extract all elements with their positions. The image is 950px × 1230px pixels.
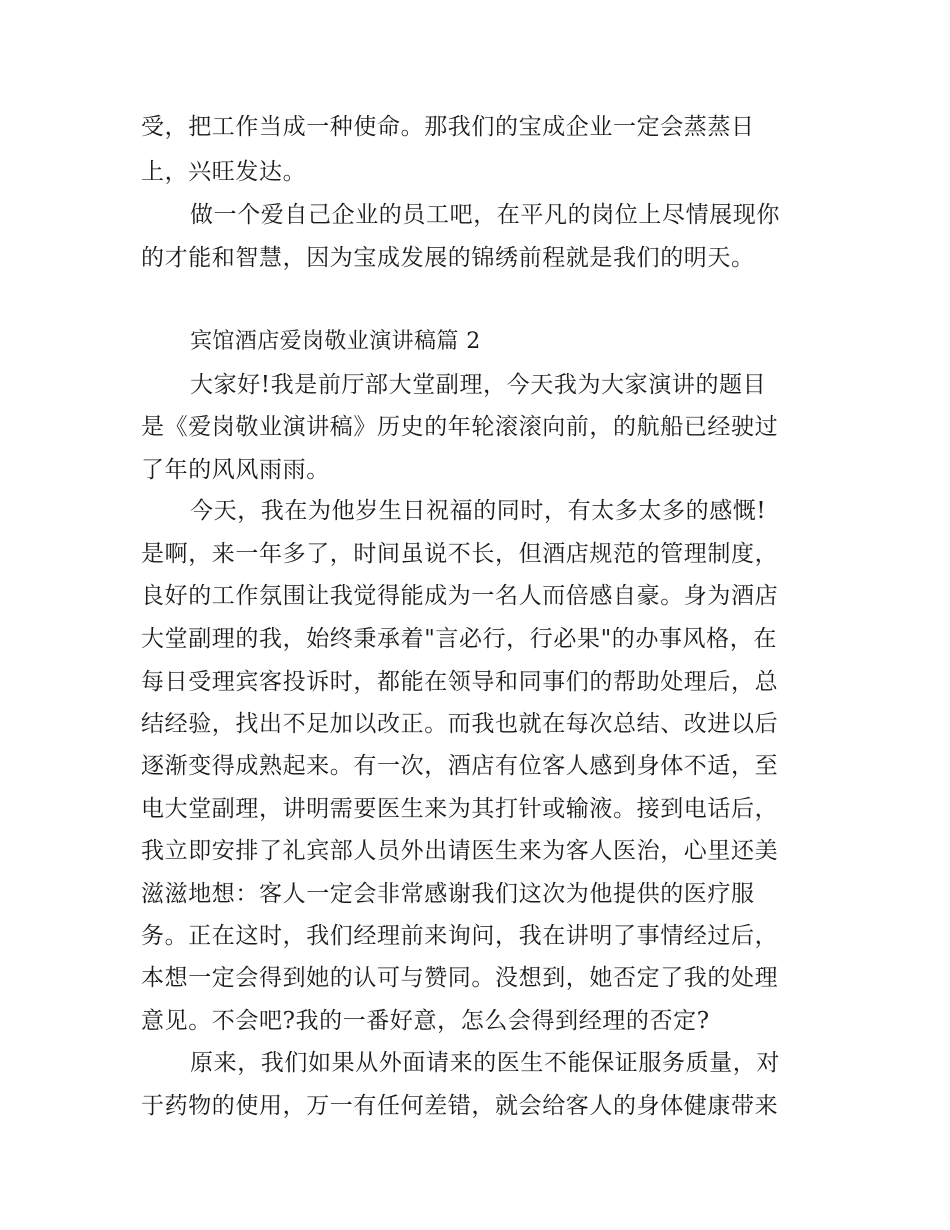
text-line: 良好的工作氛围让我觉得能成为一名人而倍感自豪。身为酒店 xyxy=(141,583,779,609)
text-line: 大家好!我是前厅部大堂副理，今天我为大家演讲的题目 xyxy=(190,372,767,398)
text-line: 是啊，来一年多了，时间虽说不长，但酒店规范的管理制度， xyxy=(141,541,779,567)
text-line: 本想一定会得到她的认可与赞同。没想到，她否定了我的处理 xyxy=(141,965,779,991)
text-line: 原来，我们如果从外面请来的医生不能保证服务质量，对 xyxy=(190,1050,780,1076)
text-line: 逐渐变得成熟起来。有一次，酒店有位客人感到身体不适，至 xyxy=(141,753,779,779)
text-line: 了年的风风雨雨。 xyxy=(141,457,330,483)
text-line: 每日受理宾客投诉时，都能在领导和同事们的帮助处理后，总 xyxy=(141,669,779,695)
text-line: 滋滋地想：客人一定会非常感谢我们这次为他提供的医疗服 xyxy=(141,881,755,907)
text-line: 意见。不会吧?我的一番好意，怎么会得到经理的否定? xyxy=(141,1008,710,1034)
text-line: 的才能和智慧，因为宝成发展的锦绣前程就是我们的明天。 xyxy=(141,245,755,271)
text-line: 大堂副理的我，始终秉承着"言必行，行必果"的办事风格，在 xyxy=(141,626,777,652)
text-line: 今天，我在为他岁生日祝福的同时，有太多太多的感慨! xyxy=(190,498,767,524)
text-line: 做一个爱自己企业的员工吧，在平凡的岗位上尽情展现你 xyxy=(190,202,780,228)
text-line: 是《爱岗敬业演讲稿》历史的年轮滚滚向前，的航船已经驶过 xyxy=(141,414,779,440)
text-line: 上，兴旺发达。 xyxy=(141,159,307,185)
text-line: 受，把工作当成一种使命。那我们的宝成企业一定会蒸蒸日 xyxy=(141,114,755,140)
text-line: 于药物的使用，万一有任何差错，就会给客人的身体健康带来 xyxy=(141,1093,779,1119)
text-line: 结经验，找出不足加以改正。而我也就在每次总结、改进以后 xyxy=(141,711,779,737)
text-line: 电大堂副理，讲明需要医生来为其打针或输液。接到电话后， xyxy=(141,796,779,822)
text-line: 我立即安排了礼宾部人员外出请医生来为客人医治，心里还美 xyxy=(141,838,779,864)
section-heading: 宾馆酒店爱岗敬业演讲稿篇 2 xyxy=(190,329,481,354)
text-line: 务。正在这时，我们经理前来询问，我在讲明了事情经过后， xyxy=(141,923,779,949)
